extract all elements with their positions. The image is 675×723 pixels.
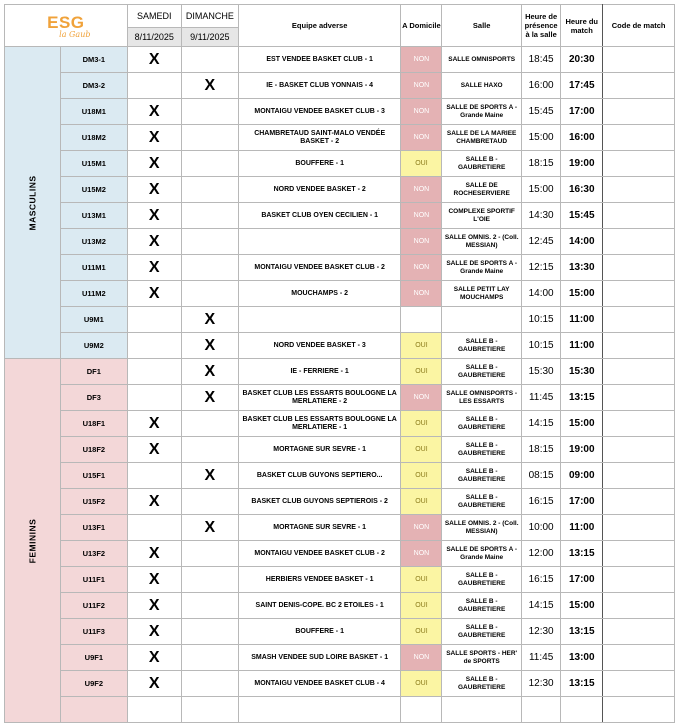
home-flag: NON [401,645,442,671]
table-row [5,229,675,255]
match-time: 11:00 [561,515,603,541]
opponent-name: IE - BASKET CLUB YONNAIS - 4 [238,73,401,99]
table-row [5,177,675,203]
match-time: 14:00 [561,229,603,255]
table-row [5,697,675,723]
venue-name: SALLE B - GAUBRETIERE [442,489,522,515]
venue-name: SALLE B - GAUBRETIERE [442,411,522,437]
match-code [603,541,675,567]
opponent-name: HERBIERS VENDEE BASKET - 1 [238,567,401,593]
match-time: 15:30 [561,359,603,385]
logo-main: ESG [47,12,85,32]
table-row [5,593,675,619]
sunday-mark [181,99,238,125]
venue-name: SALLE DE SPORTS A - Grande Maine [442,99,522,125]
team-code: U13M1 [61,203,128,229]
match-code [603,203,675,229]
venue-name: SALLE DE LA MARIEE CHAMBRETAUD [442,125,522,151]
venue-name [442,697,522,723]
match-time: 13:15 [561,385,603,411]
match-time-header: Heure du match [561,5,603,47]
venue-name: SALLE OMNISPORTS [442,47,522,73]
venue-name: SALLE SPORTS - HER' de SPORTS [442,645,522,671]
team-code: U9F2 [61,671,128,697]
match-time: 19:00 [561,151,603,177]
presence-time: 14:15 [521,411,560,437]
match-code [603,73,675,99]
table-row [5,671,675,697]
match-time: 15:00 [561,281,603,307]
opponent-name: BOUFFERE - 1 [238,151,401,177]
table-row [5,463,675,489]
match-code [603,567,675,593]
saturday-mark [127,463,181,489]
match-time: 16:30 [561,177,603,203]
home-flag: OUI [401,671,442,697]
opponent-name: BASKET CLUB GUYONS SEPTIERO... [238,463,401,489]
match-time: 17:00 [561,489,603,515]
presence-time: 15:30 [521,359,560,385]
sunday-mark [181,593,238,619]
table-row [5,437,675,463]
match-code [603,437,675,463]
presence-time: 12:00 [521,541,560,567]
team-code [61,697,128,723]
table-row [5,281,675,307]
saturday-mark: X [127,99,181,125]
opponent-name: IE - FERRIERE - 1 [238,359,401,385]
match-code [603,619,675,645]
match-code [603,489,675,515]
saturday-mark: X [127,541,181,567]
table-row [5,567,675,593]
team-code: U18F1 [61,411,128,437]
match-time: 17:45 [561,73,603,99]
venue-name: SALLE B - GAUBRETIERE [442,567,522,593]
table-row [5,541,675,567]
team-code: U13F2 [61,541,128,567]
sunday-mark [181,671,238,697]
match-code [603,697,675,723]
home-flag: OUI [401,567,442,593]
home-flag: NON [401,203,442,229]
sunday-mark: X [181,307,238,333]
table-row [5,489,675,515]
presence-time: 18:15 [521,151,560,177]
team-code: U11M2 [61,281,128,307]
home-flag: OUI [401,411,442,437]
match-time: 13:30 [561,255,603,281]
sunday-mark: X [181,333,238,359]
match-time: 09:00 [561,463,603,489]
header-row [5,5,675,28]
match-code [603,255,675,281]
opponent-header: Equipe adverse [238,5,401,47]
saturday-mark: X [127,489,181,515]
presence-time: 08:15 [521,463,560,489]
team-code: DF3 [61,385,128,411]
saturday-mark: X [127,593,181,619]
match-time: 13:15 [561,619,603,645]
venue-name: SALLE DE SPORTS A - Grande Maine [442,541,522,567]
presence-time: 15:00 [521,125,560,151]
opponent-name: NORD VENDEE BASKET - 2 [238,177,401,203]
venue-name: SALLE PETIT LAY MOUCHAMPS [442,281,522,307]
match-time: 17:00 [561,567,603,593]
match-time: 13:00 [561,645,603,671]
table-row [5,255,675,281]
opponent-name: MONTAIGU VENDEE BASKET CLUB - 2 [238,255,401,281]
saturday-mark [127,307,181,333]
venue-name: SALLE OMNIS. 2 - (Coll. MESSIAN) [442,515,522,541]
home-header: A Domicile [401,5,442,47]
opponent-name: MONTAIGU VENDEE BASKET CLUB - 3 [238,99,401,125]
home-flag: NON [401,515,442,541]
presence-time: 10:15 [521,333,560,359]
match-time: 15:00 [561,411,603,437]
sunday-mark: X [181,515,238,541]
team-code: U9M2 [61,333,128,359]
group-masculins [5,47,61,359]
sunday-mark [181,203,238,229]
table-row [5,619,675,645]
match-time: 11:00 [561,333,603,359]
saturday-mark [127,385,181,411]
opponent-name [238,697,401,723]
team-code: U15F2 [61,489,128,515]
sunday-mark [181,229,238,255]
presence-time: 10:15 [521,307,560,333]
team-code: U11F2 [61,593,128,619]
saturday-mark: X [127,229,181,255]
table-row [5,307,675,333]
home-flag [401,307,442,333]
saturday-mark [127,73,181,99]
sunday-mark [181,541,238,567]
match-time: 20:30 [561,47,603,73]
presence-time: 15:00 [521,177,560,203]
match-code [603,307,675,333]
opponent-name: MORTAGNE SUR SEVRE - 1 [238,515,401,541]
table-row [5,203,675,229]
presence-time: 11:45 [521,645,560,671]
table-row [5,645,675,671]
opponent-name: BASKET CLUB GUYONS SEPTIEROIS - 2 [238,489,401,515]
match-code [603,671,675,697]
team-code: U15M1 [61,151,128,177]
sunday-mark [181,177,238,203]
match-code [603,47,675,73]
team-code: U18M2 [61,125,128,151]
saturday-mark [127,515,181,541]
match-time: 16:00 [561,125,603,151]
team-code: U11M1 [61,255,128,281]
sunday-mark [181,255,238,281]
saturday-mark: X [127,411,181,437]
home-flag: OUI [401,151,442,177]
opponent-name: BASKET CLUB LES ESSARTS BOULOGNE LA MERLATIERE - 1 [238,411,401,437]
sunday-mark: X [181,385,238,411]
match-code [603,385,675,411]
presence-header: Heure de présence à la salle [521,5,560,47]
saturday-mark: X [127,47,181,73]
opponent-name [238,307,401,333]
match-code [603,151,675,177]
team-code: U11F1 [61,567,128,593]
saturday-mark: X [127,645,181,671]
match-time: 17:00 [561,99,603,125]
presence-time: 12:15 [521,255,560,281]
venue-name: SALLE DE SPORTS A - Grande Maine [442,255,522,281]
venue-name: SALLE B - GAUBRETIERE [442,619,522,645]
match-time: 15:45 [561,203,603,229]
venue-name: SALLE B - GAUBRETIERE [442,359,522,385]
presence-time: 16:15 [521,489,560,515]
table-row [5,385,675,411]
sunday-mark [181,697,238,723]
table-row [5,359,675,385]
home-flag: OUI [401,437,442,463]
match-time: 19:00 [561,437,603,463]
team-code: U15M2 [61,177,128,203]
match-code [603,411,675,437]
team-code: U13F1 [61,515,128,541]
opponent-name: BOUFFERE - 1 [238,619,401,645]
opponent-name: MOUCHAMPS - 2 [238,281,401,307]
venue-name: SALLE B - GAUBRETIERE [442,437,522,463]
venue-name: SALLE B - GAUBRETIERE [442,593,522,619]
sunday-date: 9/11/2025 [181,28,238,47]
sunday-mark [181,47,238,73]
logo-sub: la Gaub [59,29,91,39]
saturday-header: SAMEDI [127,5,181,28]
saturday-mark [127,697,181,723]
sunday-mark: X [181,73,238,99]
match-code [603,359,675,385]
saturday-mark: X [127,671,181,697]
home-flag: NON [401,177,442,203]
match-code [603,281,675,307]
home-flag: OUI [401,489,442,515]
opponent-name: SAINT DENIS-COPE. BC 2 ETOILES - 1 [238,593,401,619]
home-flag: NON [401,385,442,411]
home-flag: OUI [401,463,442,489]
club-logo [5,5,128,47]
team-code: U18F2 [61,437,128,463]
presence-time: 12:45 [521,229,560,255]
venue-name: SALLE B - GAUBRETIERE [442,151,522,177]
match-time: 15:00 [561,593,603,619]
match-time: 11:00 [561,307,603,333]
team-code: DF1 [61,359,128,385]
match-code [603,593,675,619]
match-code-header: Code de match [603,5,675,47]
sunday-mark [181,619,238,645]
saturday-mark: X [127,255,181,281]
team-code: U18M1 [61,99,128,125]
saturday-mark: X [127,567,181,593]
table-row [5,47,675,73]
presence-time: 14:00 [521,281,560,307]
home-flag: NON [401,255,442,281]
home-flag: OUI [401,619,442,645]
sunday-mark: X [181,359,238,385]
table-row [5,99,675,125]
group-label: MASCULINS [27,174,38,231]
venue-name: SALLE DE ROCHESERVIERE [442,177,522,203]
opponent-name [238,229,401,255]
opponent-name: SMASH VENDEE SUD LOIRE BASKET - 1 [238,645,401,671]
saturday-mark [127,333,181,359]
opponent-name: MONTAIGU VENDEE BASKET CLUB - 2 [238,541,401,567]
match-code [603,99,675,125]
presence-time: 12:30 [521,671,560,697]
opponent-name: MONTAIGU VENDEE BASKET CLUB - 4 [238,671,401,697]
sunday-mark [181,411,238,437]
sunday-mark: X [181,463,238,489]
presence-time: 16:00 [521,73,560,99]
sunday-mark [181,567,238,593]
venue-name: COMPLEXE SPORTIF L'OIE [442,203,522,229]
match-code [603,333,675,359]
venue-name: SALLE B - GAUBRETIERE [442,333,522,359]
saturday-mark: X [127,619,181,645]
saturday-mark: X [127,437,181,463]
opponent-name: BASKET CLUB OYEN CECILIEN - 1 [238,203,401,229]
sunday-mark [181,437,238,463]
presence-time: 18:15 [521,437,560,463]
opponent-name: EST VENDEE BASKET CLUB - 1 [238,47,401,73]
match-code [603,125,675,151]
venue-name [442,307,522,333]
match-code [603,229,675,255]
match-code [603,177,675,203]
home-flag [401,697,442,723]
presence-time [521,697,560,723]
saturday-mark: X [127,151,181,177]
presence-time: 16:15 [521,567,560,593]
sunday-mark [181,151,238,177]
sunday-mark [181,125,238,151]
home-flag: NON [401,99,442,125]
venue-name: SALLE B - GAUBRETIERE [442,463,522,489]
home-flag: NON [401,47,442,73]
presence-time: 10:00 [521,515,560,541]
sunday-header: DIMANCHE [181,5,238,28]
saturday-mark: X [127,203,181,229]
sunday-mark [181,645,238,671]
group-feminins [5,359,61,723]
home-flag: OUI [401,333,442,359]
venue-name: SALLE HAXO [442,73,522,99]
match-time: 13:15 [561,671,603,697]
presence-time: 12:30 [521,619,560,645]
venue-name: SALLE OMNIS. 2 - (Coll. MESSIAN) [442,229,522,255]
saturday-date: 8/11/2025 [127,28,181,47]
table-row [5,73,675,99]
sunday-mark [181,281,238,307]
schedule-table [4,4,675,723]
presence-time: 11:45 [521,385,560,411]
venue-header: Salle [442,5,522,47]
home-flag: NON [401,125,442,151]
opponent-name: MORTAGNE SUR SEVRE - 1 [238,437,401,463]
match-code [603,645,675,671]
opponent-name: BASKET CLUB LES ESSARTS BOULOGNE LA MERLATIERE - 2 [238,385,401,411]
team-code: U9M1 [61,307,128,333]
table-row [5,151,675,177]
match-time: 13:15 [561,541,603,567]
venue-name: SALLE B - GAUBRETIERE [442,671,522,697]
team-code: U13M2 [61,229,128,255]
saturday-mark [127,359,181,385]
home-flag: NON [401,73,442,99]
table-row [5,333,675,359]
match-code [603,515,675,541]
team-code: U11F3 [61,619,128,645]
presence-time: 15:45 [521,99,560,125]
table-row [5,515,675,541]
home-flag: OUI [401,593,442,619]
home-flag: NON [401,281,442,307]
match-time [561,697,603,723]
presence-time: 18:45 [521,47,560,73]
team-code: U9F1 [61,645,128,671]
home-flag: NON [401,541,442,567]
schedule-sheet [4,4,675,723]
team-code: DM3-1 [61,47,128,73]
table-row [5,411,675,437]
group-label: FEMININS [27,518,38,563]
saturday-mark: X [127,281,181,307]
opponent-name: CHAMBRETAUD SAINT-MALO VENDÉE BASKET - 2 [238,125,401,151]
opponent-name: NORD VENDEE BASKET - 3 [238,333,401,359]
presence-time: 14:30 [521,203,560,229]
home-flag: OUI [401,359,442,385]
match-code [603,463,675,489]
presence-time: 14:15 [521,593,560,619]
venue-name: SALLE OMNISPORTS - LES ESSARTS [442,385,522,411]
sunday-mark [181,489,238,515]
saturday-mark: X [127,125,181,151]
team-code: U15F1 [61,463,128,489]
saturday-mark: X [127,177,181,203]
home-flag: NON [401,229,442,255]
team-code: DM3-2 [61,73,128,99]
table-row [5,125,675,151]
